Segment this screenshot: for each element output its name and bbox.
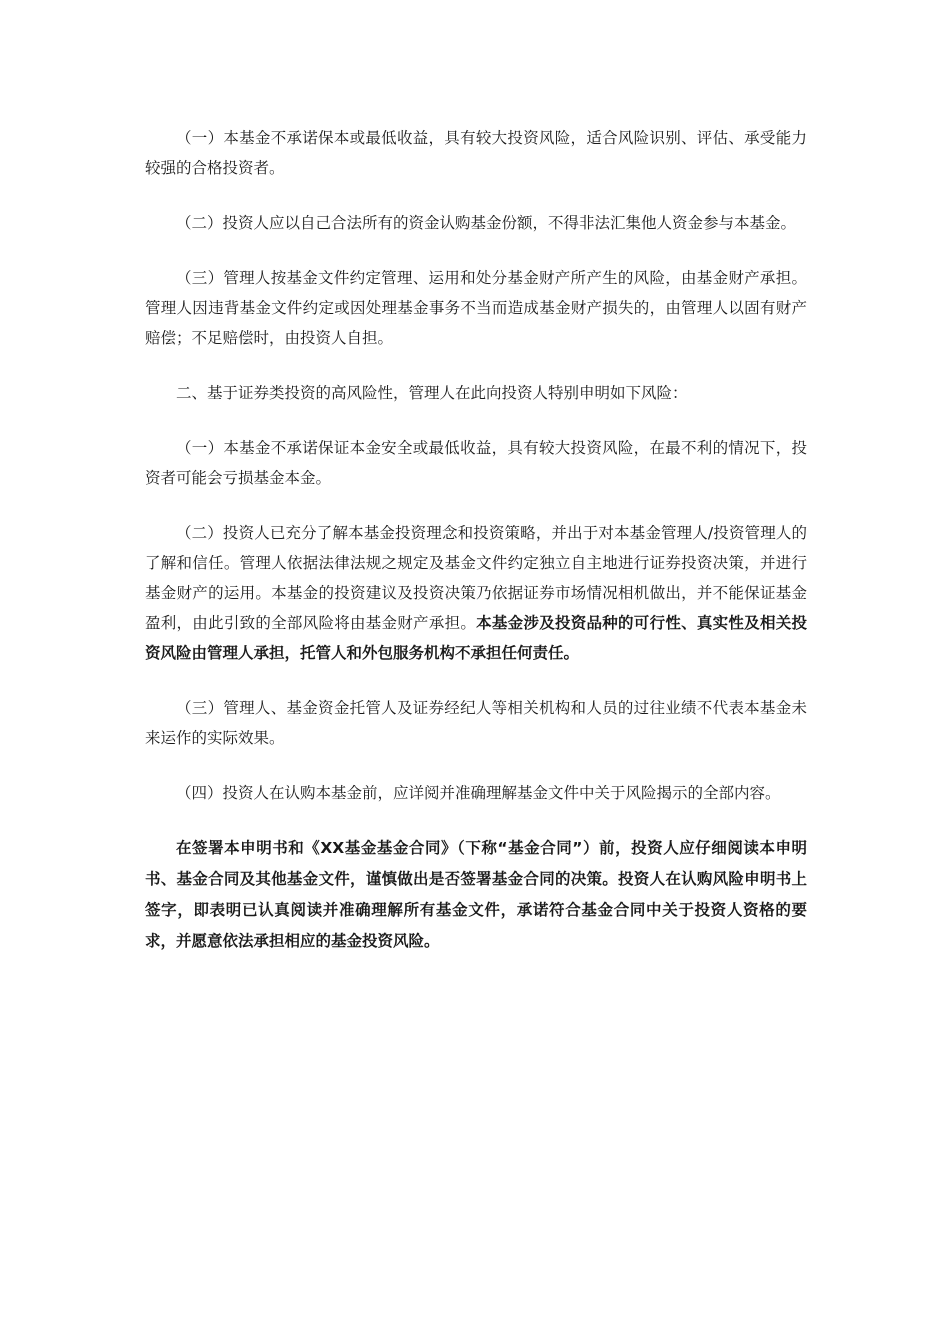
paragraph-2-2-bold-text: 本基金涉及投资品种的可行性、真实性及相关投资风险由管理人承担，托管人和外包服务机构不承担任何责任。 (145, 614, 807, 662)
paragraph-2-2-text: （二）投资人已充分了解本基金投资理念和投资策略，并出于对本基金管理人/投资管理人的了解和信任。管理人依据法律法规之规定及基金文件约定独立自主地进行证券投资决策，并进行基金财产的运用。本基金的投资建议及投资决策乃依据证券市场情况相机做出，并不能保证基金盈利，由此引致的全部风险将由基金财产承担。 (145, 524, 807, 632)
paragraph-2-4: （四）投资人在认购本基金前，应详阅并准确理解基金文件中关于风险揭示的全部内容。 (176, 784, 781, 802)
paragraph-2-1: （一）本基金不承诺保证本金安全或最低收益，具有较大投资风险，在最不利的情况下，投资者可能会亏损基金本金。 (145, 439, 807, 487)
paragraph-2-3: （三）管理人、基金资金托管人及证券经纪人等相关机构和人员的过往业绩不代表本基金未来运作的实际效果。 (145, 699, 807, 747)
section-heading-2: 二、基于证券类投资的高风险性，管理人在此向投资人特别申明如下风险： (176, 384, 688, 402)
paragraph-2-2 (145, 518, 807, 668)
paragraph-1-1: （一）本基金不承诺保本或最低收益，具有较大投资风险，适合风险识别、评估、承受能力较强的合格投资者。 (145, 129, 807, 177)
paragraph-1-3: （三）管理人按基金文件约定管理、运用和处分基金财产所产生的风险，由基金财产承担。管理人因违背基金文件约定或因处理基金事务不当而造成基金财产损失的，由管理人以固有财产赔偿；不足赔偿时，由投资人自担。 (145, 269, 807, 347)
closing-statement: 在签署本申明书和《XX基金基金合同》（下称“基金合同”）前，投资人应仔细阅读本申明书、基金合同及其他基金文件，谨慎做出是否签署基金合同的决策。投资人在认购风险申明书上签字，即表明已认真阅读并准确理解所有基金文件，承诺符合基金合同中关于投资人资格的要求，并愿意依法承担相应的基金投资风险。 (145, 839, 807, 950)
document-page (145, 123, 807, 982)
paragraph-1-2: （二）投资人应以自己合法所有的资金认购基金份额，不得非法汇集他人资金参与本基金。 (176, 214, 797, 232)
